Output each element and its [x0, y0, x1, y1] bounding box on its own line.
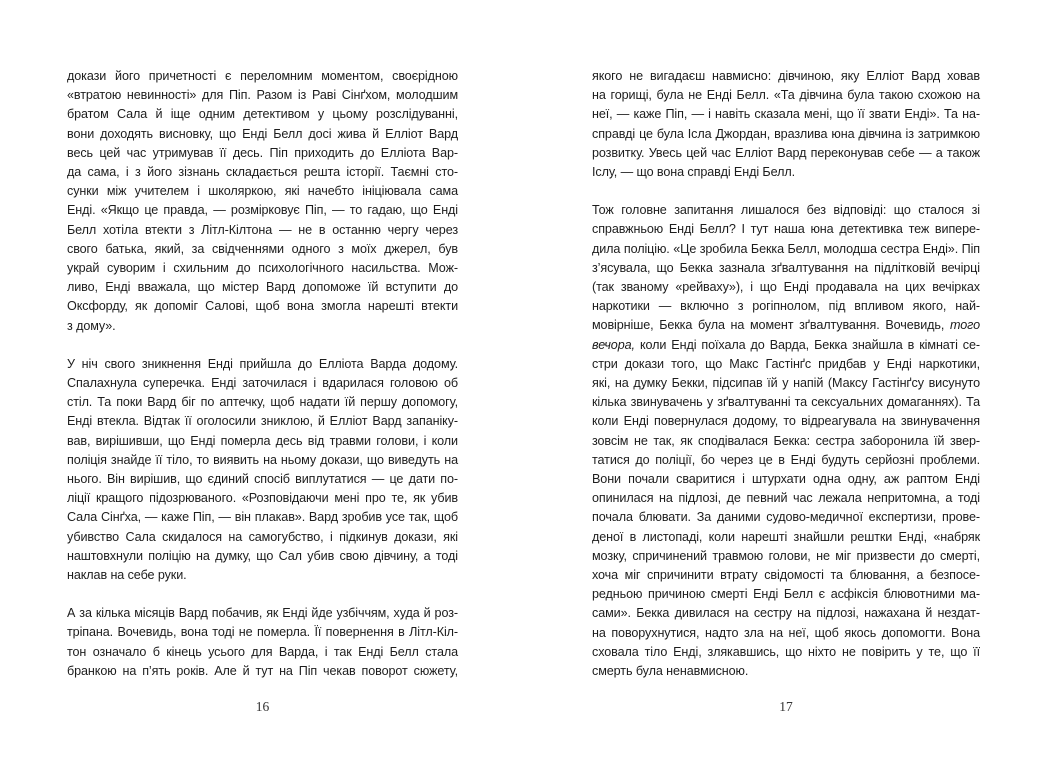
- text-line: докази його причетності є переломним моментом, своєрідною: [67, 69, 458, 83]
- text-line: свого батька, який, за свідченнями одного з моїх джерел, був: [67, 241, 458, 256]
- text-line: хоча міг спричинити втрату свідомості та блювання, а безпосе-: [592, 568, 980, 583]
- text-line: Оксфорду, як допоміг Салові, щоб вона змогла нарешті втекти: [67, 299, 458, 314]
- page-right: [592, 0, 980, 760]
- text-line: (так званому «рейваху»), і що Енді продавала на цих вечірках: [592, 280, 980, 295]
- text-line: дила поліцію. «Це зробила Бекка Белл, молодша сестра Енді». Піп: [592, 241, 980, 256]
- text-line: «втратою невинності» для Піп. Разом із Раві Сінґхом, молодшим: [67, 88, 458, 103]
- text-line: якого не вигадаєш навмисно: дівчиною, яку Елліот Вард ховав: [592, 69, 980, 83]
- paragraph: [592, 201, 980, 681]
- text-line: справді це була Ісла Джордан, вразлива юна дівчина із затримкою: [592, 126, 980, 141]
- text-line: нього. Він вирішив, що єдиний спосіб виплутатися — це дати по-: [67, 472, 458, 487]
- text-line: стри докази того, що Макс Гастінґс придбав у Енді наркотики,: [592, 356, 980, 371]
- text-line: деної в листопаді, коли нарешті знайшли рештки Енді, «набряк: [592, 529, 980, 544]
- text-line: весь цей час утримував її десь. Піп приходить до Елліота Вар-: [67, 145, 458, 160]
- text-line: на горищі, була не Енді Белл. «Та дівчина була такою схожою на: [592, 88, 980, 103]
- text-line: які, на думку Бекки, підсипав їй у напій (Максу Гастінґсу висунуто: [592, 376, 980, 391]
- text-line: сунки між учителем і школяркою, які начебто ініціювала сама: [67, 184, 458, 199]
- text-line: тріпана. Вочевидь, вона тоді не померла. Її повернення в Літл-Кіл-: [67, 625, 458, 640]
- text-line: справжньою Енді Белл? І тут наша юна детективка теж випере-: [592, 222, 980, 237]
- text-line: редньою причиною смерті Енді Белл є асфіксія блювотними ма-: [592, 587, 980, 602]
- text-line: Тож головне запитання лишалося без відповіді: що сталося зі: [592, 203, 980, 218]
- text-line: з’ясувала, що Бекка зазнала зґвалтування на підлітковій вечірці: [592, 260, 980, 275]
- text-line: мозку, спричинений травмою голови, не міг призвести до смерті,: [592, 548, 980, 563]
- text-line: розвитку. Увесь цей час Елліот Вард переконував себе — а також: [592, 145, 980, 160]
- text-line: Енді. «Якщо це правда, — розмірковує Піп, — то гадаю, що Енді: [67, 203, 458, 218]
- text-line: украй суворим і схильним до психологічного насильства. Мож-: [67, 261, 458, 276]
- text-line: вав, вирішивши, що Енді померла десь від травми голови, і коли: [67, 433, 458, 448]
- paragraph: [67, 604, 458, 681]
- text-line: кілька звинувачень у зґвалтуванні та сексуальних домаганнях). Та: [592, 395, 980, 410]
- text-line: У ніч свого зникнення Енді прийшла до Елліота Варда додому.: [67, 356, 458, 371]
- text-line: Вони почали сваритися і штурхати одна одну, аж раптом Енді: [592, 472, 980, 487]
- text-line: з дому».: [67, 318, 116, 333]
- text-line: поліція знайде її тіло, то виявить на ньому докази, що виведуть на: [67, 452, 458, 467]
- text-line: наштовхнули поліцію на думку, що Сал убив свою дівчину, а тоді: [67, 548, 458, 563]
- text-line: коли Енді повернулася додому, то відреагувала на звинувачення: [592, 414, 980, 429]
- page-text: [67, 67, 458, 681]
- text-line: смерть була ненавмисною.: [592, 664, 749, 679]
- text-line: почала блювати. За даними судово-медичної експертизи, прове-: [592, 510, 980, 525]
- text-line: Белл хотіла втекти з Літл-Кілтона — не в останню чергу через: [67, 222, 458, 237]
- page-left: [67, 0, 458, 760]
- text-line: опинилася на підлозі, де певний час лежала непритомна, а тоді: [592, 491, 980, 506]
- text-line: убивство Сала скидалося на самогубство, і підкинув докази, які: [67, 529, 458, 544]
- text-line: Іслу, — що вона справді Енді Белл.: [592, 165, 795, 180]
- page-text: [592, 67, 980, 681]
- text-line: зовсім не так, як сподівалася Бекка: сестра заборонила їй звер-: [592, 433, 980, 448]
- text-line: Енді втекла. Відтак її оголосили зниклою, й Елліот Вард запаніку-: [67, 414, 458, 429]
- text-line: братом Сала й іще одним детективом у цьому розслідуванні,: [67, 107, 458, 122]
- text-line: бранкою на п’ять років. Але й тут на Піп чекав поворот сюжету,: [67, 663, 458, 678]
- text-line: на поворухнутися, надто зла на неї, щоб якось допомогти. Вона: [592, 625, 980, 640]
- text-line: татися до поліції, бо через це в Енді будуть серйозні проблеми.: [592, 452, 980, 467]
- text-line: стіл. Та поки Вард біг по аптечку, щоб надати їй першу допомогу,: [67, 395, 458, 410]
- text-line: ливо, Енді вважала, що містер Вард допоможе їй вступити до: [67, 280, 458, 295]
- text-line: вечора, коли Енді поїхала до Варда, Бекка знайшла в кімнаті се-: [592, 337, 980, 352]
- paragraph: [67, 67, 458, 336]
- text-line: ліції кращого підозрюваного. «Розповідаючи мені про те, як убив: [67, 491, 458, 506]
- page-number: 17: [779, 699, 793, 714]
- text-line: наркотики — включно з рогіпнолом, під впливом якого, най-: [592, 299, 980, 314]
- text-line: Сала Сінґха, — каже Піп, — він плакав». Вард зробив усе так, щоб: [67, 510, 458, 525]
- text-line: наклав на себе руки.: [67, 568, 187, 583]
- text-line: сховала тіло Енді, злякавшись, що ніхто не повірить у те, що її: [592, 644, 980, 659]
- paragraph: [592, 67, 980, 182]
- text-line: сами». Бекка дивилася на сестру на підлозі, нажахана й нездат-: [592, 606, 980, 621]
- paragraph: [67, 355, 458, 585]
- text-line: неї, — каже Піп, — і навіть сказала мені, що її звати Енді». Та на-: [592, 107, 980, 122]
- text-line: Спалахнула суперечка. Енді заточилася і вдарилася головою об: [67, 376, 458, 391]
- text-line: А за кілька місяців Вард побачив, як Енді йде узбіччям, худа й роз-: [67, 606, 458, 621]
- text-line: да сама, і з його зізнань складається решта історії. Таємні сто-: [67, 165, 458, 180]
- text-line: вони доходять висновку, що Енді Белл досі жива й Елліот Вард: [67, 126, 458, 141]
- text-line: мовірніше, Бекка була на момент зґвалтування. Вочевидь, того: [592, 318, 980, 333]
- page-number: 16: [255, 699, 270, 714]
- text-line: тон означало б кінець усього для Варда, і так Енді Белл стала: [67, 644, 458, 659]
